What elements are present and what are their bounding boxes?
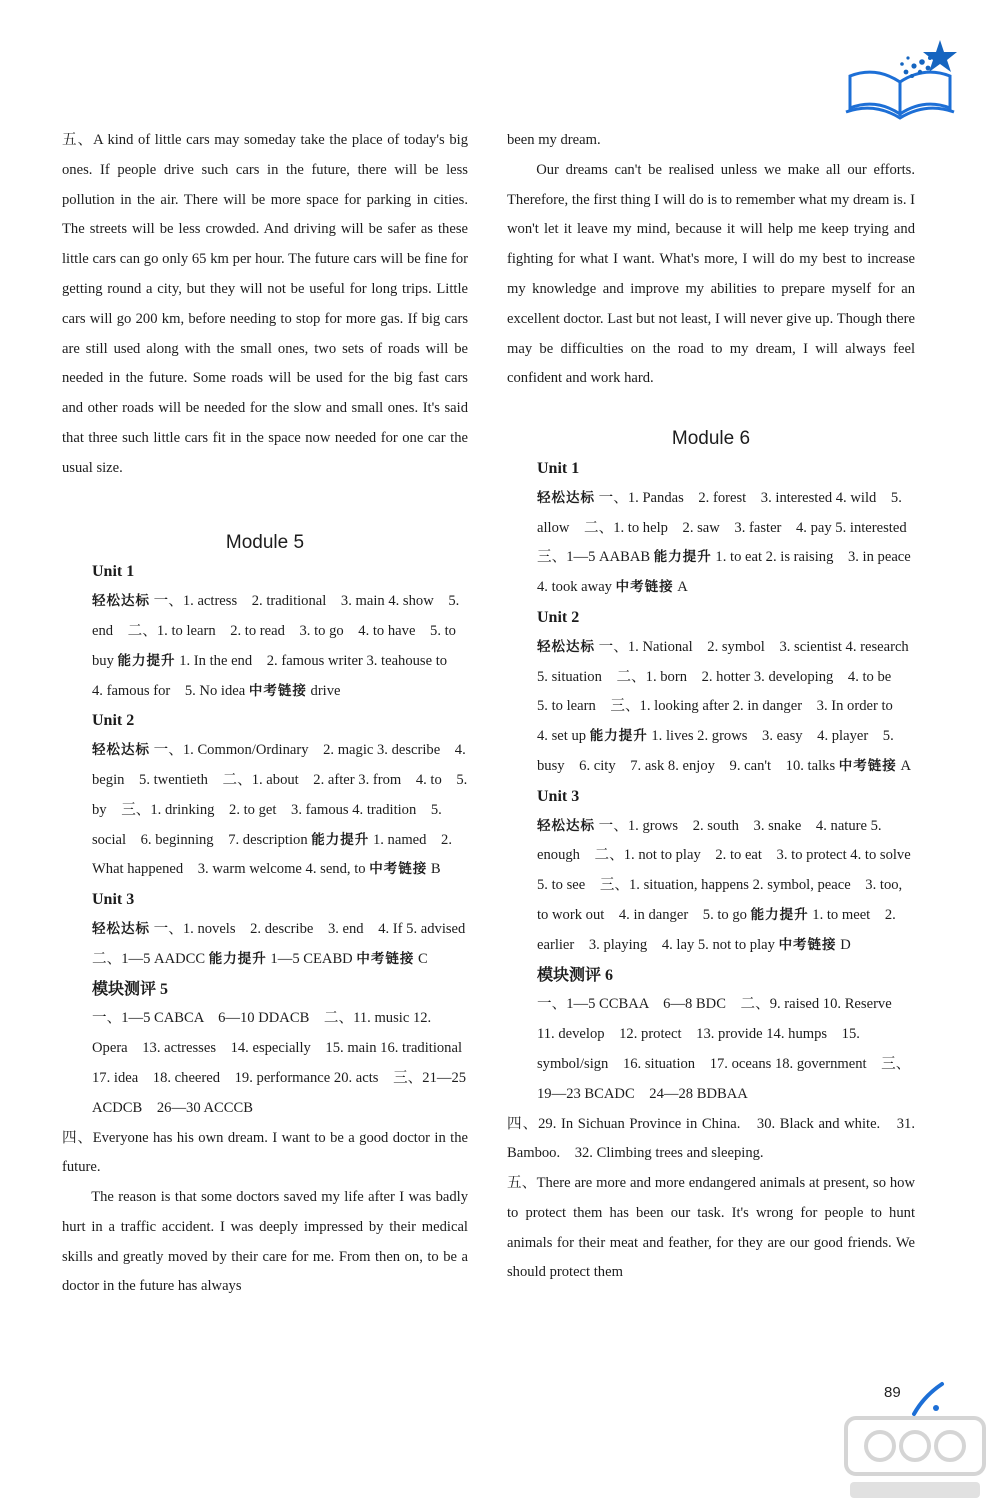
- module-6-test-answers: 一、1—5 CCBAA 6—8 BDC 二、9. raised 10. Reserve 11. develop 12. protect 13. provide 14. humps 15. symbol/sign 16. situation 17. oceans 18. government 三、19—23 BCADC 24—28 BDBAA: [537, 996, 911, 1102]
- module-6-test-title: 模块测评 6: [537, 966, 614, 984]
- tag-ability: 能力提升: [653, 549, 712, 566]
- tag-easy: 轻松达标: [537, 817, 595, 834]
- tag-exam: 中考链接: [248, 682, 307, 699]
- module-5-essay-intro: 四、Everyone has his own dream. I want to be a good doctor in the future.: [62, 1129, 468, 1176]
- right-column: [507, 126, 926, 1288]
- tag-exam: 中考链接: [369, 861, 428, 878]
- tag-exam: 中考链接: [838, 757, 897, 774]
- tag-easy: 轻松达标: [92, 593, 150, 610]
- module-6-part-4: 四、29. In Sichuan Province in China. 30. Black and white. 31. Bamboo. 32. Climbing trees and sleeping.: [507, 1115, 915, 1162]
- m6-unit2-title: Unit 2: [537, 608, 580, 626]
- tag-ability: 能力提升: [589, 728, 648, 745]
- m5-unit3-answers: 轻松达标 一、1. novels 2. describe 3. end 4. If 5. advised 二、1—5 AADCC 能力提升 1—5 CEABD 中考链接 C: [92, 920, 480, 967]
- page-number: 89: [884, 1384, 901, 1401]
- left-column: [62, 126, 480, 1302]
- module-5-test-title: 模块测评 5: [92, 980, 169, 998]
- tag-exam: 中考链接: [778, 936, 837, 953]
- m6-unit2-answers: 轻松达标 一、1. National 2. symbol 3. scientist 4. research 5. situation 二、1. born 2. hotter 3. developing 4. to be 5. to learn 三、1. looking after 2. in danger 3. In order to 4. set up 能力提升 1. lives 2. grows 3. easy 4. player 5. busy 6. city 7. ask 8. enjoy 9. can't 10. talks 中考链接 A: [537, 638, 924, 774]
- essay-paragraph-2: Our dreams can't be realised unless we make all our efforts. Therefore, the first thing I will do is to remember what my dream is. I won't let it leave my mind, because it will help me keep trying and fighting for what I want. What's more, I will do my best to increase my knowledge and improve my abilities to prepare myself for an excellent doctor. Last but not least, I will never give up. Though there may be difficulties on the road to my dream, I will always feel confident and work hard.: [507, 161, 915, 387]
- tag-ability: 能力提升: [117, 652, 176, 669]
- m5-unit1-title: Unit 1: [92, 563, 135, 581]
- m5-unit2-answers: 轻松达标 一、1. Common/Ordinary 2. magic 3. describe 4. begin 5. twentieth 二、1. about 2. after 3. from 4. to 5. by 三、1. drinking 2. to get 3. famous 4. tradition 5. social 6. beginning 7. description 能力提升 1. named 2. What happened 3. warm welcome 4. send, to 中考链接 B: [92, 742, 468, 878]
- module-5-title: Module 5: [225, 531, 305, 553]
- module-6-title: Module 6: [671, 428, 751, 450]
- watermark-logo-icon: [840, 1410, 990, 1505]
- module-5-test-answers: 一、1—5 CABCA 6—10 DDACB 二、11. music 12. Opera 13. actresses 14. especially 15. main 16. traditional 17. idea 18. cheered 19. performance 20. acts 三、21—25 ACDCB 26—30 ACCCB: [92, 1010, 477, 1116]
- tag-exam: 中考链接: [356, 950, 415, 967]
- m6-unit3-title: Unit 3: [537, 787, 580, 805]
- tag-ability: 能力提升: [750, 906, 809, 923]
- essay-continuation: been my dream.: [507, 132, 601, 148]
- tag-easy: 轻松达标: [537, 489, 595, 506]
- m6-unit1-answers: 轻松达标 一、1. Pandas 2. forest 3. interested 4. wild 5. allow 二、1. to help 2. saw 3. faster 4. pay 5. interested 三、1—5 AABAB 能力提升 1. to eat 2. is raising 3. in peace 4. took away 中考链接 A: [537, 489, 926, 596]
- tag-easy: 轻松达标: [92, 920, 150, 937]
- m5-unit3-title: Unit 3: [92, 891, 135, 909]
- tag-easy: 轻松达标: [92, 742, 150, 759]
- tag-ability: 能力提升: [311, 831, 370, 848]
- essay-part-5: 五、A kind of little cars may someday take the place of today's big ones. If people drive such cars in the future, there will be less pollution in the air. There will be more space for parking in cities. The streets will be less crowded. And driving will be safer as these little cars can go only 65 km per hour. The future cars will be fine for getting round a city, but they will not be useful for long trips. Little cars will go 200 km, before needing to stop for more gas. If big cars are still used along with the small ones, two sets of roads will be needed in the future. Some roads will be used for the big fast cars and other roads will be needed for the slow and small ones. It's said that three such little cars fit in the space now needed for one car the usual size.: [62, 132, 468, 476]
- m5-unit2-title: Unit 2: [92, 712, 135, 730]
- m6-unit3-answers: 轻松达标 一、1. grows 2. south 3. snake 4. nature 5. enough 二、1. not to play 2. to eat 3. to protect 4. to solve 5. to see 三、1. situation, happens 2. symbol, peace 3. too, to work out 4. in danger 5. to go 能力提升 1. to meet 2. earlier 3. playing 4. lay 5. not to play 中考链接 D: [537, 817, 926, 953]
- open-book-star-logo-icon: [842, 36, 962, 120]
- module-5-essay-body: The reason is that some doctors saved my life after I was badly hurt in a traffic accident. I was deeply impressed by their medical skills and greatly moved by their care for me. From then on, to be a doctor in the future has always: [62, 1189, 468, 1295]
- m6-unit1-title: Unit 1: [537, 459, 580, 477]
- module-6-part-5: 五、There are more and more endangered animals at present, so how to protect them has been our task. It's wrong for people to hunt animals for their meat and feather, for they are our good friends. We should protect them: [507, 1175, 915, 1281]
- tag-ability: 能力提升: [208, 950, 267, 967]
- tag-easy: 轻松达标: [537, 638, 595, 655]
- tag-exam: 中考链接: [615, 579, 674, 596]
- m5-unit1-answers: 轻松达标 一、1. actress 2. traditional 3. main 4. show 5. end 二、1. to learn 2. to read 3. to go 4. to have 5. to buy 能力提升 1. In the end 2. famous writer 3. teahouse to 4. famous for 5. No idea 中考链接 drive: [92, 593, 462, 699]
